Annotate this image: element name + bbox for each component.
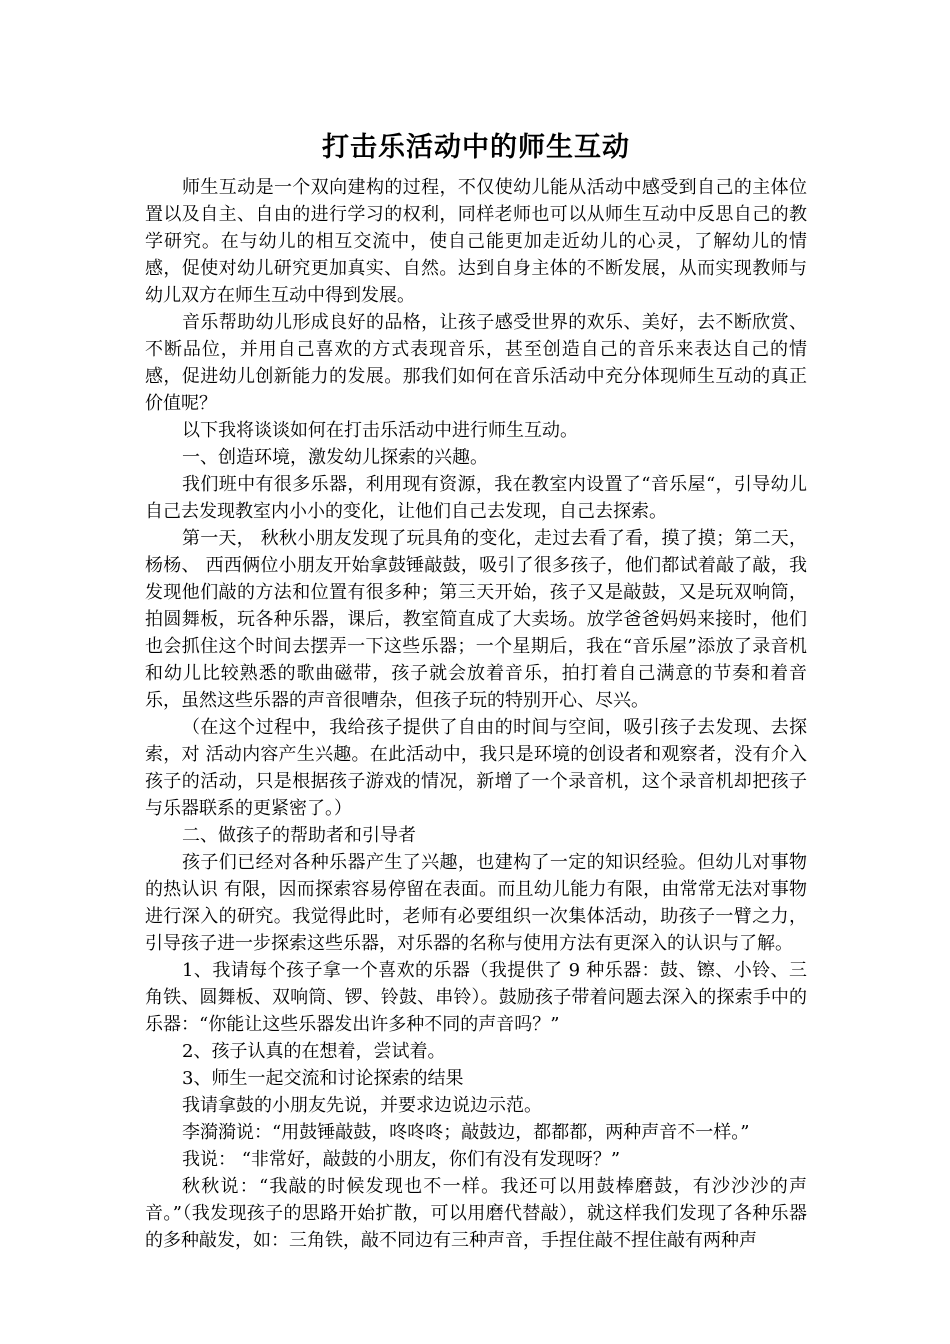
paragraph: 我请拿鼓的小朋友先说，并要求边说边示范。: [182, 1095, 542, 1116]
document-title: 打击乐活动中的师生互动: [322, 132, 630, 163]
paragraph: 音乐帮助幼儿形成良好的品格，让孩子感受世界的欢乐、美好，去不断欣赏、不断品位，并用自己喜欢的方式表现音乐，甚至创造自己的音乐来表达自己的情感，促进幼儿创新能力的发展。那我们如何在音乐活动中充分体现师生互动的真正价值呢？: [145, 312, 807, 414]
paragraph: 1、我请每个孩子拿一个喜欢的乐器（我提供了 9 种乐器：鼓、镲、小铃、三角铁、圆舞板、双响筒、锣、铃鼓、串铃）。鼓励孩子带着问题去深入的探索手中的乐器：“你能让这些乐器发出许多种不同的声音吗？”: [145, 960, 807, 1035]
paragraph: 李漪漪说：“用鼓锤敲鼓，咚咚咚；敲鼓边，都都都，两种声音不一样。”: [182, 1122, 750, 1143]
paragraph: 第一天， 秋秋小朋友发现了玩具角的变化，走过去看了看，摸了摸；第二天，杨杨、 西西俩位小朋友开始拿鼓锤敲鼓，吸引了很多孩子，他们都试着敲了敲，我发现他们敲的方法和位置有很多种；第三天开始，孩子又是敲鼓，又是玩双响筒，拍圆舞板，玩各种乐器，课后，教室简直成了大卖场。放学爸爸妈妈来接时，他们也会抓住这个时间去摆弄一下这些乐器；一个星期后，我在“音乐屋”添放了录音机和幼儿比较熟悉的歌曲磁带，孩子就会放着音乐，拍打着自己满意的节奏和着音乐，虽然这些乐器的声音很嘈杂，但孩子玩的特别开心、尽兴。: [145, 528, 807, 711]
section-heading: 一、创造环境，激发幼儿探索的兴趣。: [182, 447, 488, 468]
paragraph: 2、孩子认真的在想着，尝试着。: [182, 1041, 446, 1062]
paragraph: （在这个过程中，我给孩子提供了自由的时间与空间，吸引孩子去发现、去探索，对 活动内容产生兴趣。在此活动中，我只是环境的创设者和观察者，没有介入孩子的活动，只是根据孩子游戏的情况，新增了一个录音机，这个录音机却把孩子与乐器联系的更紧密了。）: [145, 717, 807, 819]
paragraph: 孩子们已经对各种乐器产生了兴趣，也建构了一定的知识经验。但幼儿对事物的热认识 有限，因而探索容易停留在表面。而且幼儿能力有限，由常常无法对事物进行深入的研究。我觉得此时，老师有必要组织一次集体活动，助孩子一臂之力，引导孩子进一步探索这些乐器，对乐器的名称与使用方法有更深入的认识与了解。: [145, 852, 807, 954]
paragraph: 以下我将谈谈如何在打击乐活动中进行师生互动。: [182, 420, 578, 441]
document-page: [145, 128, 807, 1254]
paragraph: 师生互动是一个双向建构的过程，不仅使幼儿能从活动中感受到自己的主体位置以及自主、自由的进行学习的权利，同样老师也可以从师生互动中反思自己的教学研究。在与幼儿的相互交流中，使自己能更加走近幼儿的心灵，了解幼儿的情感，促使对幼儿研究更加真实、自然。达到自身主体的不断发展，从而实现教师与幼儿双方在师生互动中得到发展。: [145, 177, 807, 306]
paragraph: 秋秋说：“我敲的时候发现也不一样。我还可以用鼓棒磨鼓，有沙沙沙的声音。”（我发现孩子的思路开始扩散，可以用磨代替敲），就这样我们发现了各种乐器的多种敲发，如：三角铁，敲不同边有三种声音，手捏住敲不捏住敲有两种声: [145, 1176, 807, 1251]
section-heading: 二、做孩子的帮助者和引导者: [182, 825, 416, 846]
paragraph: 我们班中有很多乐器，利用现有资源，我在教室内设置了“音乐屋“，引导幼儿自己去发现教室内小小的变化，让他们自己去发现，自己去探索。: [145, 474, 807, 522]
paragraph: 我说： “非常好，敲鼓的小朋友，你们有没有发现呀？”: [182, 1149, 621, 1170]
paragraph: 3、师生一起交流和讨论探索的结果: [182, 1068, 464, 1089]
